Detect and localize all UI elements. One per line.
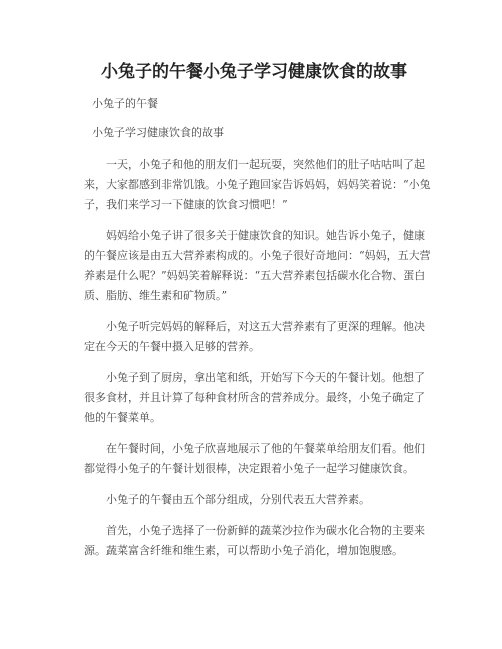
- paragraph-6: 小兔子的午餐由五个部分组成，分别代表五大营养素。: [106, 493, 370, 506]
- subtitle-lunch: 小兔子的午餐: [92, 97, 158, 110]
- paragraph-7: 首先，小兔子选择了一份新鲜的蔬菜沙拉作为碳水化合物的主要来源。蔬菜富含纤维和维生素，可以帮助小兔子消化，增加饱腹感。: [84, 524, 425, 557]
- paragraph-2: 妈妈给小兔子讲了很多关于健康饮食的知识。她告诉小兔子，健康的午餐应该是由五大营养素构成的。小兔子很好奇地问：“妈妈，五大营养素是什么呢？”妈妈笑着解释说：“五大营养素包括碳水化合物、蛋白质、脂肪、维生素和矿物质。”: [84, 229, 431, 302]
- paragraph-4: 小兔子到了厨房，拿出笔和纸，开始写下今天的午餐计划。他想了很多食材，并且计算了每种食材所含的营养成分。最终，小兔子确定了他的午餐菜单。: [84, 371, 425, 424]
- document-title: 小兔子的午餐小兔子学习健康饮食的故事: [101, 62, 407, 82]
- paragraph-3: 小兔子听完妈妈的解释后，对这五大营养素有了更深的理解。他决定在今天的午餐中摄入足够的营养。: [84, 320, 425, 353]
- paragraph-5: 在午餐时间，小兔子欣喜地展示了他的午餐菜单给朋友们看。他们都觉得小兔子的午餐计划很棒，决定跟着小兔子一起学习健康饮食。: [84, 442, 425, 475]
- subtitle-story: 小兔子学习健康饮食的故事: [92, 126, 224, 139]
- paragraph-1: 一天，小兔子和他的朋友们一起玩耍，突然他们的肚子咕咕叫了起来，大家都感到非常饥饿。小兔子跑回家告诉妈妈，妈妈笑着说：“小兔子，我们来学习一下健康的饮食习惯吧！”: [84, 158, 431, 211]
